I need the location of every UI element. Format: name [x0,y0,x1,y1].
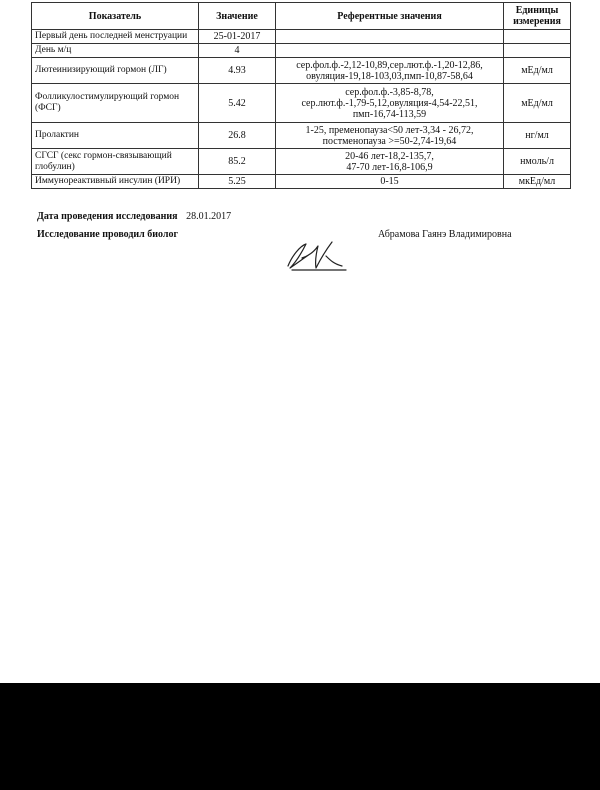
study-date-label: Дата проведения исследования [37,211,178,222]
black-band [0,683,600,790]
row-parameter: День м/ц [32,44,199,58]
row-parameter: Иммунореактивный инсулин (ИРИ) [32,175,199,189]
row-value: 4.93 [199,58,276,84]
table-row [32,84,571,123]
row-value: 25-01-2017 [199,30,276,44]
row-value: 5.42 [199,84,276,123]
row-unit: нмоль/л [504,149,571,175]
reference-line: 47-70 лет-16,8-106,9 [346,161,433,173]
row-unit [504,30,571,44]
performed-by-label [37,229,178,240]
parameter-line: Фолликулостимулирующий гормон [35,92,180,102]
row-reference [276,123,504,149]
row-value: 5.25 [199,175,276,189]
row-value: 4 [199,44,276,58]
row-parameter [32,149,199,175]
row-reference [276,149,504,175]
parameter-line: (ФСГ) [35,103,61,113]
row-unit [504,44,571,58]
table-row [32,175,571,189]
table-row [32,30,571,44]
results-table [31,2,571,189]
parameter-line: СГСГ (секс гормон-связывающий [35,150,172,161]
header-value: Значение [199,3,276,30]
table-header-row [32,3,571,30]
row-parameter: Пролактин [32,123,199,149]
reference-line: постменопауза >=50-2,74-19,64 [322,135,457,147]
header-reference: Референтные значения [276,3,504,30]
row-reference: 0-15 [276,175,504,189]
reference-line: пмп-16,74-113,59 [352,108,427,120]
row-unit: мЕд/мл [504,58,571,84]
table-row [32,44,571,58]
row-reference [276,30,504,44]
row-parameter [32,84,199,123]
row-parameter: Лютеинизирующий гормон (ЛГ) [32,58,199,84]
biologist-name: Абрамова Гаянэ Владимировна [378,229,512,240]
table-row [32,58,571,84]
row-unit: нг/мл [504,123,571,149]
reference-line: сер.фол.ф.-2,12-10,89,сер.лют.ф.-1,20-12,86, [296,59,483,71]
row-value: 26.8 [199,123,276,149]
row-value: 85.2 [199,149,276,175]
reference-line: сер.фол.ф.-3,85-8,78, [345,86,434,98]
table-row [32,149,571,175]
row-parameter: Первый день последней менструации [32,30,199,44]
study-date-line [37,211,231,222]
table-row [32,123,571,149]
header-units-line2: измерения [513,16,561,27]
parameter-line: глобулин) [35,161,75,172]
signature-image [282,236,352,276]
reference-line: овуляция-19,18-103,03,пмп-10,87-58,64 [306,70,473,82]
reference-line: 1-25, пременопауза<50 лет-3,34 - 26,72, [305,124,474,136]
row-unit: мкЕд/мл [504,175,571,189]
row-reference [276,84,504,123]
reference-line: 20-46 лет-18,2-135,7, [345,150,434,162]
header-parameter: Показатель [32,3,199,30]
row-reference [276,44,504,58]
performed-by-text: Исследование проводил биолог [37,229,179,240]
header-units-line1: Единицы [515,5,559,16]
reference-line: сер.лют.ф.-1,79-5,12,овуляция-4,54-22,51, [301,97,478,109]
row-reference [276,58,504,84]
study-date-value: 28.01.2017 [186,211,232,222]
header-units [504,3,571,30]
row-unit: мЕд/мл [504,84,571,123]
